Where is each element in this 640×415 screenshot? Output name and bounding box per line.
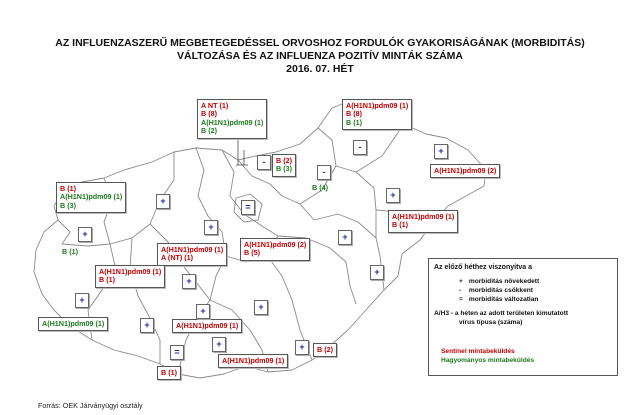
trend-marker: + xyxy=(295,340,309,355)
legend-item-unchanged xyxy=(459,296,538,305)
region-line: A NT (1) xyxy=(201,101,229,110)
region-line: A(H1N1)pdm09 (1) xyxy=(42,319,105,328)
region-box-szabolcs xyxy=(430,164,500,178)
legend-item-increase xyxy=(459,278,539,287)
trend-marker: - xyxy=(257,155,271,170)
trend-marker: - xyxy=(317,165,331,180)
trend-marker: + xyxy=(156,194,170,209)
legend-note-line1: A/H3 - a héten az adott területen kimutatott xyxy=(434,310,569,317)
map-legend xyxy=(428,258,618,376)
trend-marker: + xyxy=(370,265,384,280)
trend-marker: + xyxy=(204,220,218,235)
region-box-nograd xyxy=(197,99,267,139)
legend-heading: Az előző héthez viszonyítva a xyxy=(434,264,533,271)
region-line: B (8) xyxy=(201,109,217,119)
trend-marker: + xyxy=(212,337,226,352)
region-line: B (4) xyxy=(312,183,328,192)
region-line: B (3) xyxy=(60,200,76,210)
region-line: A(H1N1)pdm09 (2) xyxy=(434,166,497,175)
region-line: A (NT) (1) xyxy=(161,253,194,263)
region-line: A(H1N1)pdm09 (1) xyxy=(161,245,224,254)
trend-marker: + xyxy=(182,274,196,289)
region-box-tolna xyxy=(172,319,242,333)
trend-marker: + xyxy=(75,293,89,308)
region-line: B (1) xyxy=(161,368,177,377)
region-line: A(H1N1)pdm09 (2) xyxy=(244,240,307,249)
legend-traditional: Hagyományos mintabeküldés xyxy=(441,357,535,364)
trend-marker: = xyxy=(170,345,184,360)
region-line: A(H1N1)pdm09 (1) xyxy=(176,321,239,330)
region-line: A(H1N1)pdm09 (1) xyxy=(392,212,455,221)
region-line: B (1) xyxy=(392,220,408,230)
legend-note-line2: vírus típusa (száma) xyxy=(459,319,523,326)
region-line: B (2) xyxy=(201,126,217,136)
map-title-line2: VÁLTOZÁSA ÉS AZ INFLUENZA POZITÍV MINTÁK SZÁMA xyxy=(176,50,464,62)
region-line: A(H1N1)pdm09 (1) xyxy=(99,267,162,276)
region-box-pest-south xyxy=(240,238,310,261)
region-box-fejer xyxy=(157,243,227,266)
trend-marker: + xyxy=(338,230,352,245)
region-line: B (1) xyxy=(346,117,362,127)
trend-marker: + xyxy=(434,144,448,159)
trend-marker: + xyxy=(386,188,400,203)
region-line: B (1) xyxy=(62,247,78,256)
region-line: B (1) xyxy=(60,184,76,193)
region-line: A(H1N1)pdm09 (1) xyxy=(346,101,409,110)
region-box-vas xyxy=(60,248,80,256)
source-note: Forrás: OEK Járványügyi osztály xyxy=(38,401,143,410)
legend-symbol: - xyxy=(459,287,462,294)
region-line: A(H1N1)pdm09 (1) xyxy=(201,117,264,127)
region-box-borsod xyxy=(342,99,412,130)
region-line: B (5) xyxy=(244,248,260,258)
legend-item-decrease xyxy=(459,287,533,296)
region-box-baranya xyxy=(157,366,181,380)
region-line: B (2) xyxy=(317,345,333,354)
legend-symbol: + xyxy=(459,278,463,285)
region-line: B (8) xyxy=(346,109,362,119)
region-box-heves xyxy=(310,184,330,192)
region-line: B (3) xyxy=(276,164,292,174)
region-box-csongrad xyxy=(218,354,288,368)
region-box-gyor xyxy=(56,182,126,213)
map-title-line1: AZ INFLUENZASZERŰ MEGBETEGEDÉSSEL ORVOSHOZ FORDULÓK GYAKORISÁGÁNAK (MORBIDITÁS) xyxy=(55,37,585,49)
region-box-pest-north xyxy=(272,154,296,177)
trend-marker: + xyxy=(140,318,154,333)
region-line: B (2) xyxy=(276,156,292,165)
legend-item-label: morbiditás növekedett xyxy=(468,278,540,285)
legend-symbol: = xyxy=(459,296,463,303)
region-box-hajdu xyxy=(388,210,458,233)
region-box-bekes xyxy=(313,343,337,357)
region-box-veszprem xyxy=(95,265,165,288)
region-line: B (1) xyxy=(99,275,115,285)
map-title-week: 2016. 07. HÉT xyxy=(286,63,354,75)
legend-item-label: morbiditás csökkent xyxy=(468,287,533,294)
legend-sentinel: Sentinel mintabeküldés xyxy=(441,348,515,355)
trend-marker: - xyxy=(353,140,367,155)
legend-item-label: morbiditás változatlan xyxy=(468,296,539,303)
region-box-zala xyxy=(38,317,108,331)
trend-marker: + xyxy=(78,227,92,242)
region-line: A(H1N1)pdm09 (1) xyxy=(222,356,285,365)
region-line: A(H1N1)pdm09 (1) xyxy=(60,192,123,202)
trend-marker: = xyxy=(241,200,255,215)
trend-marker: + xyxy=(196,304,210,319)
trend-marker: + xyxy=(254,300,268,315)
